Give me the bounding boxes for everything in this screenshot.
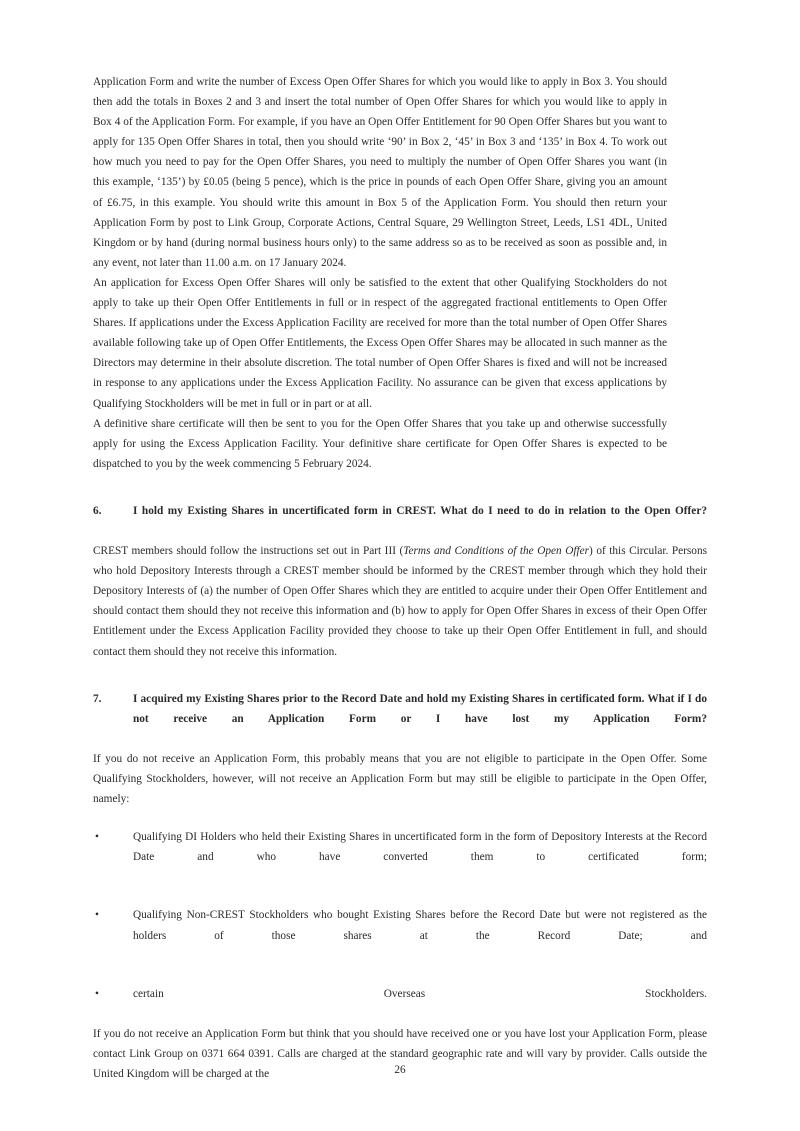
paragraph-application-form-instructions: Application Form and write the number of Excess Open Offer Shares for which you would like to apply in Box 3. You should then add the totals in Boxes 2 and 3 and insert the total number of Open Offer Shares for which you would like to apply in Box 4 of the Application Form. For example, if you have an Open Offer Entitlement for 90 Open Offer Shares but you want to apply for 135 Open Offer Shares in total, then you should write ‘90’ in Box 2, ‘45’ in Box 3 and ‘135’ in Box 4. To work out how much you need to pay for the Open Offer Shares, you need to multiply the number of Open Offer Shares you want (in this example, ‘135’) by £0.05 (being 5 pence), which is the price in pounds of each Open Offer Share, giving you an amount of £6.75, in this example. You should write this amount in Box 5 of the Application Form. You should then return your Application Form by post to Link Group, Corporate Actions, Central Square, 29 Wellington Street, Leeds, LS1 4DL, United Kingdom or by hand (during normal business hours only) to the same address so as to be received as soon as possible and, in any event, not later than 11.00 a.m. on 17 January 2024.: [93, 76, 667, 269]
list-item: [93, 827, 707, 887]
paragraph-definitive-share-certificate: A definitive share certificate will then be sent to you for the Open Offer Shares that you take up and otherwise successfully apply for using the Excess Application Facility. Your definitive share certificate for Open Offer Shares is expected to be dispatched to you by the week commencing 5 February 2024.: [93, 417, 667, 470]
bullet-icon: •: [95, 987, 99, 1000]
list-item-text: certain Overseas Stockholders.: [133, 987, 707, 1000]
question-7-heading-text: I acquired my Existing Shares prior to the Record Date and hold my Existing Shares in certificated form. What if I do not receive an Application Form or I have lost my Application Form?: [133, 692, 707, 725]
question-6-heading: [93, 501, 707, 541]
question-6-heading-text: I hold my Existing Shares in uncertificated form in CREST. What do I need to do in relation to the Open Offer?: [133, 504, 707, 517]
question-7-closing: If you do not receive an Application Form but think that you should have received one or you have lost your Application Form, please contact Link Group on 0371 664 0391. Calls are charged at the standard geographic rate and will vary by provider. Calls outside the United Kingdom will be charged at the: [93, 1027, 707, 1081]
question-6-answer: [93, 541, 707, 662]
paragraph-excess-application: An application for Excess Open Offer Shares will only be satisfied to the extent that other Qualifying Stockholders do not apply to take up their Open Offer Entitlements in full or in respect of the aggregated fractional entitlements to Open Offer Shares. If applications under the Excess Application Facility are received for more than the total number of Open Offer Shares available following take up of Open Offer Entitlements, the Excess Open Offer Shares may be allocated in such manner as the Directors may determine in their absolute discretion. The total number of Open Offer Shares is fixed and will not be increased in response to any applications under the Excess Application Facility. No assurance can be given that excess applications by Qualifying Stockholders will be met in full or in part or at all.: [93, 276, 667, 410]
list-item-text: Qualifying DI Holders who held their Existing Shares in uncertificated form in the form of Depository Interests at the Record Date and who have converted them to certificated form;: [133, 831, 707, 864]
page-number: 26: [394, 1064, 406, 1076]
question-7-heading: [93, 689, 707, 749]
eligible-stockholders-list: [93, 827, 707, 1024]
question-7-number: 7.: [93, 692, 102, 705]
question-6-answer-part-2: ) of this Circular. Persons who hold Depository Interests through a CREST member should be informed by the CREST member through which they hold their Depository Interests of (a) the number of Open Offer Shares which they are entitled to acquire under their Open Offer Entitlement and should contact them should they not receive this information and (b) how to apply for Open Offer Shares in excess of their Open Offer Entitlement under the Excess Application Facility provided they choose to take up their Open Offer Entitlement in full, and should contact them should they not receive this information.: [93, 545, 707, 658]
page-content: [93, 72, 707, 1084]
question-6-number: 6.: [93, 504, 102, 517]
question-7-intro: If you do not receive an Application Form, this probably means that you are not eligible to participate in the Open Offer. Some Qualifying Stockholders, however, will not receive an Application Form but may still be eligible to participate in the Open Offer, namely:: [93, 752, 707, 806]
list-item-text: Qualifying Non-CREST Stockholders who bought Existing Shares before the Record Date but were not registered as the holders of those shares at the Record Date; and: [133, 909, 707, 942]
bullet-icon: •: [95, 909, 99, 922]
question-6-answer-italic-title: Terms and Conditions of the Open Offer: [403, 545, 590, 558]
question-6-block: [93, 501, 707, 662]
question-6-answer-part-1: CREST members should follow the instructions set out in Part III (: [93, 545, 404, 558]
bullet-icon: •: [95, 831, 99, 844]
list-item: [93, 905, 707, 965]
question-7-block: [93, 689, 707, 1085]
list-item: [93, 984, 707, 1024]
